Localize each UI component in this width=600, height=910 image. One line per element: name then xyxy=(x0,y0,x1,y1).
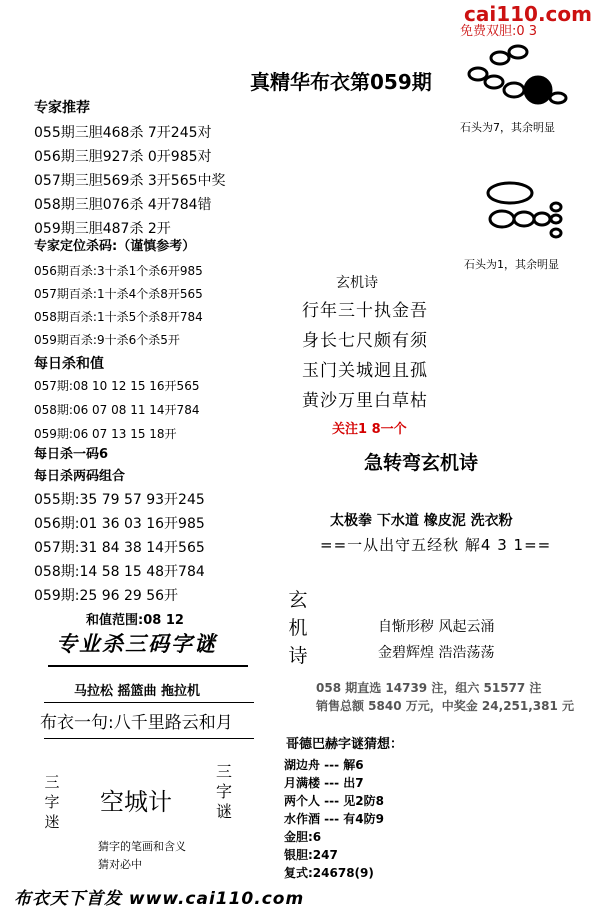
two-code-line: 057期:31 84 38 14开565 xyxy=(34,540,205,556)
guess-hint: 猜字的笔画和含义 xyxy=(98,840,186,853)
expert-header: 专家推荐 xyxy=(34,100,90,116)
riddle-right-vertical: 三字谜 xyxy=(215,762,232,821)
riddle-center: 空城计 xyxy=(100,788,172,816)
goldbach-line: 银胆:247 xyxy=(284,848,338,862)
stone-chain-image-2 xyxy=(474,175,574,245)
poem-line: 身长七尺颇有须 xyxy=(302,331,428,351)
footer: 布衣天下首发 www.cai110.com xyxy=(14,889,305,909)
sales-line-2: 销售总额 5840 万元，中奖金 24,251,381 元 xyxy=(316,699,575,713)
poem-line: 玉门关城迥且孤 xyxy=(302,361,428,381)
stone-chain-image-1 xyxy=(460,38,580,108)
two-code-line: 055期:35 79 57 93开245 xyxy=(34,492,205,508)
goldbach-line: 复式:24678(9) xyxy=(284,866,374,880)
poem-line: 行年三十执金吾 xyxy=(302,301,428,321)
poem-line: 黄沙万里白草枯 xyxy=(302,391,428,411)
expert-line: 058期三胆076杀 4开784错 xyxy=(34,197,212,213)
mystic-vertical: 玄机诗 xyxy=(288,589,308,667)
position-kill-line: 056期百杀:3十杀1个杀6开985 xyxy=(34,264,203,278)
riddle-title: 专业杀三码字谜 xyxy=(56,631,217,656)
goldbach-line: 金胆:6 xyxy=(284,830,322,844)
turn-title: 急转弯玄机诗 xyxy=(364,452,479,474)
goldbach-header: 哥德巴赫字谜猜想： xyxy=(286,737,404,752)
site-watermark: cai110.com xyxy=(464,2,592,26)
two-code-line: 056期:01 36 03 16开985 xyxy=(34,516,205,532)
expert-line: 056期三胆927杀 0开985对 xyxy=(34,149,212,165)
expert-line: 057期三胆569杀 3开565中奖 xyxy=(34,173,226,189)
expert-line: 055期三胆468杀 7开245对 xyxy=(34,125,212,141)
mystic2-line: 金碧辉煌 浩浩荡荡 xyxy=(378,645,495,661)
two-code-line: 059期:25 96 29 56开 xyxy=(34,588,179,604)
sum-kill-line: 058期:06 07 08 11 14开784 xyxy=(34,403,200,417)
turn-line: ==一从出守五经秋 解4 3 1== xyxy=(320,536,552,554)
goldbach-line: 水作酒 --- 有4防9 xyxy=(284,812,384,826)
sum-kill-line: 057期:08 10 12 15 16开565 xyxy=(34,379,200,393)
goldbach-line: 两个人 --- 见2防8 xyxy=(284,794,384,808)
goldbach-line: 湖边舟 --- 解6 xyxy=(284,758,364,772)
two-code-line: 058期:14 58 15 48开784 xyxy=(34,564,205,580)
position-kill-line: 059期百杀:9十杀6个杀5开 xyxy=(34,333,180,347)
position-kill-header: 专家定位杀码:（谨慎参考） xyxy=(34,239,196,254)
stone-caption-2: 石头为1，其余明显 xyxy=(464,258,559,271)
divider xyxy=(48,665,248,667)
stone-caption-1: 石头为7，其余明显 xyxy=(460,121,555,134)
attention-note: 关注1 8一个 xyxy=(332,422,407,437)
expert-line: 059期三胆487杀 2开 xyxy=(34,221,171,237)
free-label: 免费双胆:0 3 xyxy=(460,24,538,39)
turn-words: 太极拳 下水道 橡皮泥 洗衣粉 xyxy=(330,513,513,529)
position-kill-line: 058期百杀:1十杀5个杀8开784 xyxy=(34,310,203,324)
position-kill-line: 057期百杀:1十杀4个杀8开565 xyxy=(34,287,203,301)
sum-kill-header: 每日杀和值 xyxy=(34,356,104,372)
mystic2-line: 自惭形秽 风起云涌 xyxy=(378,619,495,635)
buyi-sentence: 布衣一句:八千里路云和月 xyxy=(40,713,233,733)
goldbach-line: 月满楼 --- 出7 xyxy=(284,776,364,790)
divider xyxy=(44,738,254,739)
guess-hint-2: 猜对必中 xyxy=(98,858,142,871)
sales-line-1: 058 期直选 14739 注，组六 51577 注 xyxy=(316,681,542,695)
riddle-words: 马拉松 摇篮曲 拖拉机 xyxy=(74,684,201,699)
page-title: 真精华布衣第059期 xyxy=(250,70,432,94)
mystic-poem-header: 玄机诗 xyxy=(336,275,378,291)
divider xyxy=(44,702,254,703)
one-code: 每日杀一码6 xyxy=(34,447,109,462)
riddle-left-vertical: 三字迷 xyxy=(44,773,60,831)
sum-kill-line: 059期:06 07 13 15 18开 xyxy=(34,427,177,441)
sum-range: 和值范围:08 12 xyxy=(86,613,184,628)
two-code-header: 每日杀两码组合 xyxy=(34,469,126,484)
